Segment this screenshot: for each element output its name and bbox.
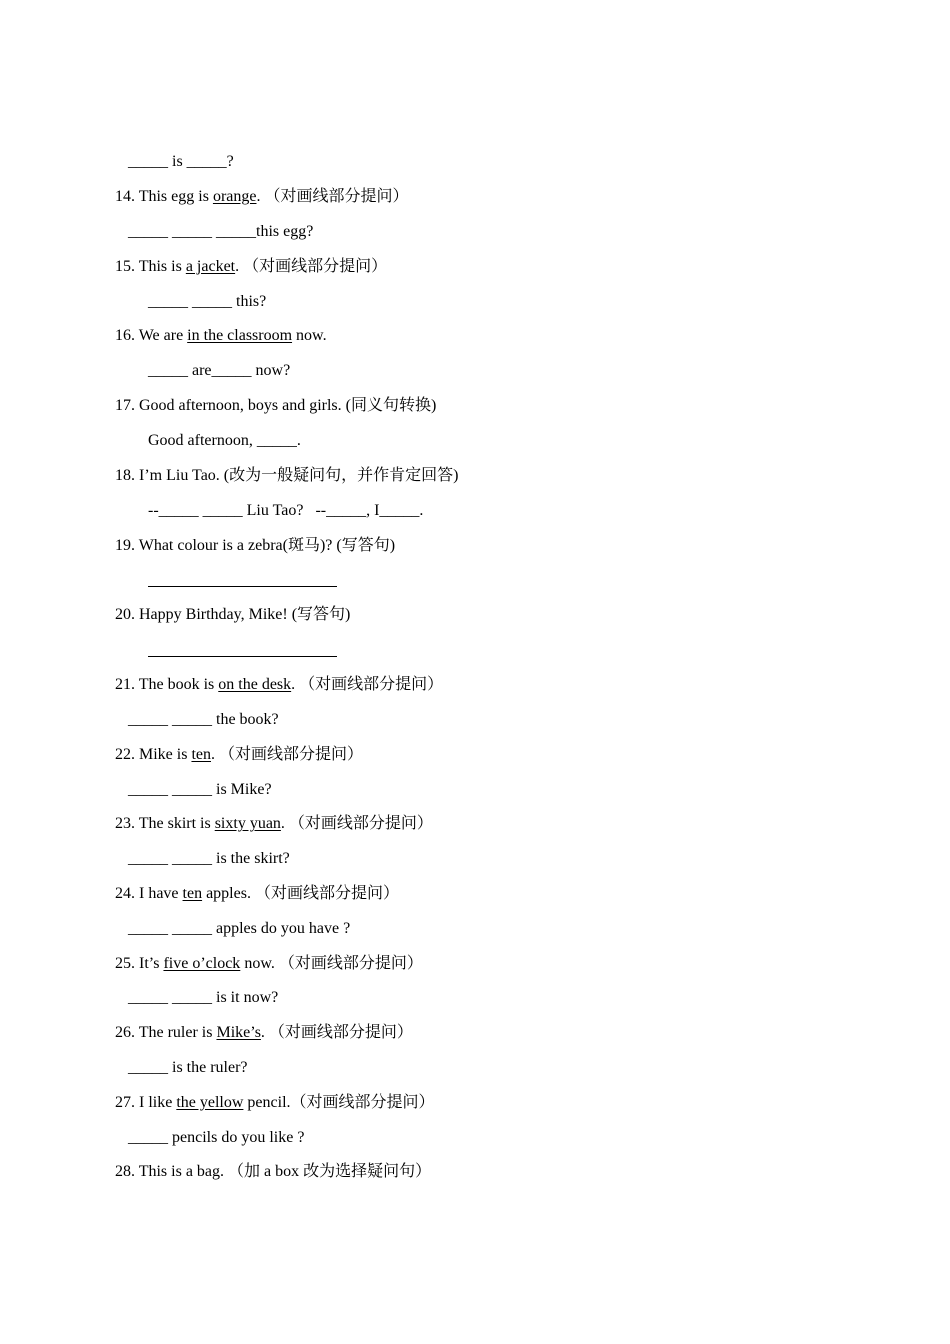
question-19: 19. What colour is a zebra(斑马)? (写答句) (115, 537, 396, 554)
question-16 (115, 326, 327, 346)
question-21 (115, 675, 443, 695)
question-27-prefix: 27. I like (115, 1094, 177, 1111)
question-22-prefix: 22. Mike is (115, 746, 192, 763)
question-18: 18. I’m Liu Tao. (改为一般疑问句，并作肯定回答) (115, 467, 459, 484)
question-27-underlined: the yellow (176, 1094, 244, 1111)
question-26-prefix: 26. The ruler is (115, 1024, 217, 1041)
question-21-prefix: 21. The book is (115, 676, 219, 693)
question-23-underlined: sixty yuan (214, 815, 281, 832)
question-14-prefix: 14. This egg is (115, 188, 213, 205)
question-16-underlined: in the classroom (187, 327, 293, 344)
question-15-underlined: a jacket (185, 258, 236, 275)
answer-line-25: _____ _____ is it now? (128, 989, 279, 1006)
question-14 (115, 187, 408, 207)
question-27 (115, 1093, 435, 1113)
question-23 (115, 814, 433, 834)
answer-rule-20 (148, 656, 337, 657)
question-23-prefix: 23. The skirt is (115, 815, 215, 832)
answer-line-21: _____ _____ the book? (128, 711, 279, 728)
question-24-suffix: apples. （对画线部分提问） (202, 885, 399, 902)
question-27-suffix: pencil.（对画线部分提问） (243, 1094, 435, 1111)
answer-line-27: _____ pencils do you like ? (128, 1129, 305, 1146)
question-26-suffix: . （对画线部分提问） (260, 1024, 413, 1041)
question-24 (115, 884, 399, 904)
answer-line-17: Good afternoon, _____. (148, 432, 301, 449)
question-28: 28. This is a bag. （加 a box 改为选择疑问句） (115, 1163, 432, 1180)
question-25-suffix: now. （对画线部分提问） (240, 955, 423, 972)
answer-line-13: _____ is _____? (128, 153, 234, 170)
question-21-suffix: . （对画线部分提问） (291, 676, 444, 693)
question-22-underlined: ten (191, 746, 211, 763)
question-25-underlined: five o’clock (163, 955, 241, 972)
question-14-underlined: orange (212, 188, 257, 205)
question-15 (115, 257, 387, 277)
answer-line-24: _____ _____ apples do you have ? (128, 920, 351, 937)
question-25-prefix: 25. It’s (115, 955, 164, 972)
question-16-suffix: now. (292, 327, 327, 344)
answer-line-18: --_____ _____ Liu Tao? --_____, I_____. (148, 502, 424, 519)
question-24-prefix: 24. I have (115, 885, 183, 902)
answer-line-16: _____ are_____ now? (148, 362, 291, 379)
question-24-underlined: ten (182, 885, 203, 902)
question-16-prefix: 16. We are (115, 327, 188, 344)
question-22 (115, 745, 363, 765)
question-26 (115, 1023, 413, 1043)
question-26-underlined: Mike’s (216, 1024, 261, 1041)
question-25 (115, 954, 423, 974)
answer-line-14: _____ _____ _____this egg? (128, 223, 314, 240)
question-15-prefix: 15. This is (115, 258, 186, 275)
question-22-suffix: . （对画线部分提问） (211, 746, 364, 763)
answer-line-23: _____ _____ is the skirt? (128, 850, 290, 867)
question-14-suffix: . （对画线部分提问） (256, 188, 409, 205)
question-20: 20. Happy Birthday, Mike! (写答句) (115, 606, 351, 623)
answer-rule-19 (148, 586, 337, 587)
question-15-suffix: . （对画线部分提问） (235, 258, 388, 275)
answer-line-26: _____ is the ruler? (128, 1059, 248, 1076)
question-21-underlined: on the desk (218, 676, 292, 693)
answer-line-15: _____ _____ this? (148, 293, 267, 310)
question-17: 17. Good afternoon, boys and girls. (同义句转换) (115, 397, 437, 414)
question-23-suffix: . （对画线部分提问） (280, 815, 433, 832)
answer-line-22: _____ _____ is Mike? (128, 781, 272, 798)
